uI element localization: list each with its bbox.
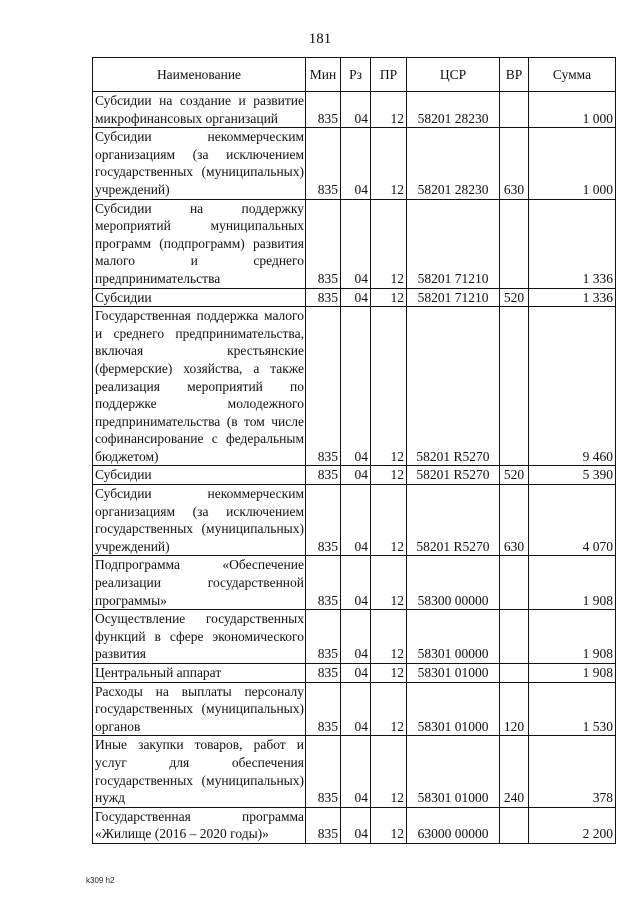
cell-csr: 63000 00000 [407,807,500,843]
cell-csr: 58301 00000 [407,610,500,664]
header-pr: ПР [371,58,407,92]
cell-sum: 9 460 [529,307,616,466]
cell-vr [500,92,529,128]
cell-rz: 04 [341,682,371,736]
cell-name: Субсидии [93,288,306,307]
cell-sum: 1 908 [529,610,616,664]
cell-name: Иные закупки товаров, работ и услуг для обеспечения государственных (муниципальных) нужд [93,736,306,807]
table-row [93,485,616,556]
cell-sum: 4 070 [529,485,616,556]
cell-name: Центральный аппарат [93,664,306,683]
cell-csr: 58201 28230 [407,128,500,199]
cell-pr: 12 [371,128,407,199]
cell-rz: 04 [341,736,371,807]
table-row [93,307,616,466]
cell-rz: 04 [341,664,371,683]
table-row [93,288,616,307]
cell-name: Субсидии [93,466,306,485]
cell-min: 835 [306,288,341,307]
cell-rz: 04 [341,288,371,307]
cell-pr: 12 [371,682,407,736]
cell-min: 835 [306,199,341,288]
table-row [93,466,616,485]
cell-vr [500,307,529,466]
budget-table [92,57,616,844]
cell-min: 835 [306,556,341,610]
cell-pr: 12 [371,288,407,307]
cell-sum: 1 000 [529,128,616,199]
cell-rz: 04 [341,485,371,556]
cell-name: Субсидии на поддержку мероприятий муниципальных программ (подпрограмм) развития малого и среднего предпринимательства [93,199,306,288]
cell-csr: 58300 00000 [407,556,500,610]
cell-vr: 630 [500,128,529,199]
table-row [93,807,616,843]
cell-csr: 58301 01000 [407,682,500,736]
cell-sum: 1 000 [529,92,616,128]
cell-min: 835 [306,664,341,683]
header-rz: Рз [341,58,371,92]
footer-code: k309 h2 [86,876,115,885]
cell-sum: 1 530 [529,682,616,736]
cell-csr: 58201 R5270 [407,307,500,466]
cell-csr: 58301 01000 [407,736,500,807]
cell-sum: 378 [529,736,616,807]
cell-vr [500,199,529,288]
cell-min: 835 [306,128,341,199]
cell-min: 835 [306,682,341,736]
cell-sum: 1 908 [529,556,616,610]
cell-name: Государственная программа «Жилище (2016 – 2020 годы)» [93,807,306,843]
cell-sum: 2 200 [529,807,616,843]
cell-pr: 12 [371,485,407,556]
cell-rz: 04 [341,466,371,485]
cell-rz: 04 [341,92,371,128]
cell-csr: 58201 71210 [407,288,500,307]
table-row [93,610,616,664]
header-vr: ВР [500,58,529,92]
cell-pr: 12 [371,610,407,664]
cell-vr [500,556,529,610]
header-row [93,58,616,92]
table-row [93,199,616,288]
table-row [93,682,616,736]
cell-rz: 04 [341,128,371,199]
cell-pr: 12 [371,664,407,683]
header-sum: Сумма [529,58,616,92]
table-row [93,556,616,610]
cell-sum: 5 390 [529,466,616,485]
cell-vr [500,664,529,683]
cell-min: 835 [306,466,341,485]
cell-vr [500,807,529,843]
cell-name: Субсидии на создание и развитие микрофинансовых организаций [93,92,306,128]
cell-pr: 12 [371,556,407,610]
cell-vr: 120 [500,682,529,736]
cell-name: Государственная поддержка малого и среднего предпринимательства, включая крестьянские (фермерские) хозяйства, а также реализация мероприятий по поддержке молодежного предпринимательства (в том числе софинансирование с федеральным бюджетом) [93,307,306,466]
cell-vr: 520 [500,466,529,485]
cell-pr: 12 [371,736,407,807]
cell-min: 835 [306,485,341,556]
cell-csr: 58201 71210 [407,199,500,288]
cell-name: Подпрограмма «Обеспечение реализации государственной программы» [93,556,306,610]
table-row [93,128,616,199]
header-min: Мин [306,58,341,92]
cell-rz: 04 [341,199,371,288]
cell-name: Осуществление государственных функций в сфере экономического развития [93,610,306,664]
cell-sum: 1 908 [529,664,616,683]
cell-pr: 12 [371,466,407,485]
cell-min: 835 [306,610,341,664]
cell-vr [500,610,529,664]
header-name: Наименование [93,58,306,92]
cell-sum: 1 336 [529,199,616,288]
cell-rz: 04 [341,307,371,466]
cell-csr: 58201 R5270 [407,466,500,485]
cell-vr: 520 [500,288,529,307]
cell-csr: 58201 R5270 [407,485,500,556]
cell-name: Субсидии некоммерческим организациям (за исключением государственных (муниципальных) учреждений) [93,128,306,199]
cell-csr: 58301 01000 [407,664,500,683]
cell-csr: 58201 28230 [407,92,500,128]
cell-name: Расходы на выплаты персоналу государственных (муниципальных) органов [93,682,306,736]
cell-vr: 630 [500,485,529,556]
cell-rz: 04 [341,556,371,610]
cell-pr: 12 [371,92,407,128]
cell-sum: 1 336 [529,288,616,307]
cell-pr: 12 [371,307,407,466]
cell-min: 835 [306,807,341,843]
cell-pr: 12 [371,807,407,843]
table-row [93,736,616,807]
cell-min: 835 [306,307,341,466]
page-number: 181 [308,31,332,47]
cell-min: 835 [306,736,341,807]
cell-pr: 12 [371,199,407,288]
cell-name: Субсидии некоммерческим организациям (за исключением государственных (муниципальных) учреждений) [93,485,306,556]
table-row [93,92,616,128]
cell-min: 835 [306,92,341,128]
cell-rz: 04 [341,807,371,843]
cell-rz: 04 [341,610,371,664]
cell-vr: 240 [500,736,529,807]
table-row [93,664,616,683]
header-csr: ЦСР [407,58,500,92]
